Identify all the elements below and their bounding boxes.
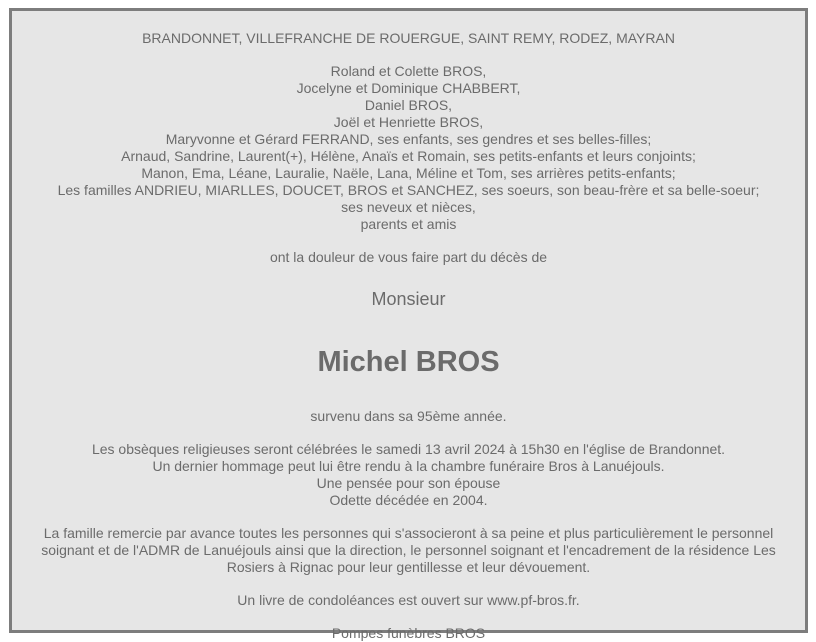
age-line: survenu dans sa 95ème année.	[310, 408, 507, 424]
family-line: Roland et Colette BROS,	[330, 63, 487, 79]
family-line: parents et amis	[360, 216, 457, 232]
family-list	[12, 63, 805, 233]
obituary-notice	[9, 8, 808, 641]
funeral-home-signature: Pompes funèbres BROS	[331, 625, 486, 641]
funeral-details	[12, 441, 805, 509]
places-line: BRANDONNET, VILLEFRANCHE DE ROUERGUE, SAINT REMY, RODEZ, MAYRAN	[142, 30, 675, 46]
thanks-paragraph: La famille remercie par avance toutes les personnes qui s'associeront à sa peine et plus particulièrement le personnel soignant et de l'ADMR de Lanuéjouls ainsi que la direction, le personnel soignant et l'encadrement de la résidence Les Rosiers à Rignac pour leur gentillesse et leur dévouement.	[41, 525, 776, 575]
family-line: Maryvonne et Gérard FERRAND, ses enfants, ses gendres et ses belles-filles;	[165, 131, 652, 147]
family-line: ses neveux et nièces,	[341, 199, 476, 215]
condolence-book-line: Un livre de condoléances est ouvert sur www.pf-bros.fr.	[237, 592, 580, 608]
funeral-line: Une pensée pour son épouse	[316, 475, 501, 491]
deceased-name: Michel BROS	[317, 346, 500, 378]
family-line: Arnaud, Sandrine, Laurent(+), Hélène, Anaïs et Romain, ses petits-enfants et leurs conjoints;	[121, 148, 696, 164]
funeral-line: Un dernier hommage peut lui être rendu à la chambre funéraire Bros à Lanuéjouls.	[152, 458, 665, 474]
funeral-line: Les obsèques religieuses seront célébrées le samedi 13 avril 2024 à 15h30 en l'église de Brandonnet.	[91, 441, 726, 457]
family-line: Joël et Henriette BROS,	[333, 114, 484, 130]
civility-title: Monsieur	[371, 289, 446, 309]
announcement-intro: ont la douleur de vous faire part du décès de	[269, 249, 548, 265]
family-line: Manon, Ema, Léane, Lauralie, Naële, Lana, Méline et Tom, ses arrières petits-enfants;	[141, 165, 676, 181]
family-line: Daniel BROS,	[364, 97, 453, 113]
funeral-line: Odette décédée en 2004.	[329, 492, 488, 508]
family-line: Jocelyne et Dominique CHABBERT,	[296, 80, 521, 96]
family-line: Les familles ANDRIEU, MIARLLES, DOUCET, BROS et SANCHEZ, ses soeurs, son beau-frère et sa belle-soeur;	[57, 182, 760, 198]
